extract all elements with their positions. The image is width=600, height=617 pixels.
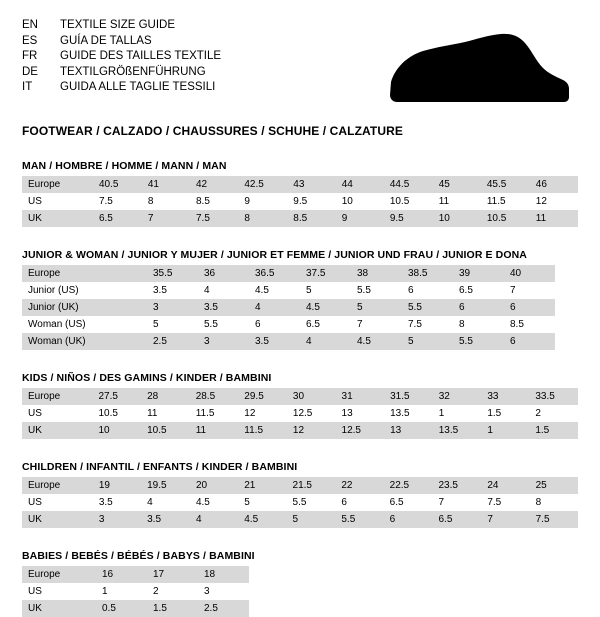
cell: 11 <box>190 422 239 439</box>
cell: 10.5 <box>481 210 530 227</box>
cell: 4 <box>141 494 190 511</box>
cell: 3 <box>198 333 249 350</box>
cell: 10 <box>336 193 384 210</box>
cell: 28 <box>141 388 190 405</box>
table-row <box>22 210 578 227</box>
cell: 1 <box>96 583 147 600</box>
language-code: IT <box>22 81 33 94</box>
cell: 40 <box>504 265 555 282</box>
row-label: UK <box>22 600 96 617</box>
cell: 6.5 <box>384 494 433 511</box>
cell: 37.5 <box>300 265 351 282</box>
section-title: JUNIOR & WOMAN / JUNIOR Y MUJER / JUNIOR ET FEMME / JUNIOR UND FRAU / JUNIOR E DONA <box>22 249 527 261</box>
cell: 5.5 <box>287 494 336 511</box>
dress-shoe-icon <box>385 30 570 108</box>
cell: 7 <box>504 282 555 299</box>
cell: 5.5 <box>198 316 249 333</box>
cell: 36.5 <box>249 265 300 282</box>
cell: 13 <box>336 405 385 422</box>
cell: 43 <box>287 176 335 193</box>
cell: 11.5 <box>238 422 287 439</box>
cell: 28.5 <box>190 388 239 405</box>
cell: 5 <box>351 299 402 316</box>
cell: 33.5 <box>529 388 578 405</box>
cell: 5 <box>238 494 286 511</box>
cell: 3.5 <box>93 494 141 511</box>
cell: 7.5 <box>190 210 238 227</box>
cell: 23.5 <box>432 477 481 494</box>
cell: 5.5 <box>402 299 453 316</box>
cell: 10.5 <box>384 193 433 210</box>
cell: 38 <box>351 265 402 282</box>
table-row <box>22 477 578 494</box>
cell: 6 <box>249 316 300 333</box>
language-row <box>22 49 221 65</box>
section-man <box>22 160 578 227</box>
cell: 41 <box>142 176 190 193</box>
cell: 36 <box>198 265 249 282</box>
cell: 16 <box>96 566 147 583</box>
cell: 31 <box>336 388 385 405</box>
cell: 19 <box>93 477 141 494</box>
row-label: US <box>22 405 92 422</box>
cell: 4.5 <box>300 299 351 316</box>
cell: 27.5 <box>92 388 141 405</box>
cell: 8 <box>238 210 287 227</box>
section-title: KIDS / NIÑOS / DES GAMINS / KINDER / BAMBINI <box>22 372 272 384</box>
cell: 10 <box>92 422 141 439</box>
cell: 4 <box>190 511 238 528</box>
row-label: Woman (UK) <box>22 333 96 350</box>
cell: 6 <box>402 282 453 299</box>
cell: 19.5 <box>141 477 190 494</box>
cell: 10.5 <box>92 405 141 422</box>
cell: 7 <box>432 494 481 511</box>
row-label: Europe <box>22 176 93 193</box>
cell: 1 <box>433 405 482 422</box>
cell: 25 <box>530 477 578 494</box>
language-row <box>22 34 221 50</box>
cell: 6 <box>504 333 555 350</box>
cell: 4 <box>249 299 300 316</box>
cell: 5.5 <box>453 333 504 350</box>
cell: 3.5 <box>141 511 190 528</box>
row-label: US <box>22 494 93 511</box>
table-row <box>22 405 578 422</box>
size-table-junior-woman <box>22 265 555 350</box>
cell: 9 <box>336 210 384 227</box>
cell <box>96 299 147 316</box>
table-row <box>22 299 555 316</box>
cell: 6 <box>335 494 383 511</box>
cell: 17 <box>147 566 198 583</box>
cell: 7.5 <box>402 316 453 333</box>
cell: 1 <box>481 422 529 439</box>
cell: 1.5 <box>481 405 529 422</box>
cell: 31.5 <box>384 388 433 405</box>
cell: 3 <box>93 511 141 528</box>
cell: 8 <box>142 193 190 210</box>
cell: 11.5 <box>190 405 239 422</box>
cell: 38.5 <box>402 265 453 282</box>
cell: 12 <box>238 405 287 422</box>
cell: 33 <box>481 388 529 405</box>
section-title: CHILDREN / INFANTIL / ENFANTS / KINDER / BAMBINI <box>22 461 298 473</box>
size-table-kids <box>22 388 578 439</box>
language-row <box>22 80 221 96</box>
cell: 13 <box>384 422 433 439</box>
row-label: Junior (UK) <box>22 299 96 316</box>
cell: 4.5 <box>249 282 300 299</box>
cell: 5 <box>300 282 351 299</box>
cell: 6 <box>504 299 555 316</box>
cell: 44.5 <box>384 176 433 193</box>
cell: 18 <box>198 566 249 583</box>
cell: 7.5 <box>530 511 578 528</box>
section-babies <box>22 550 578 617</box>
cell: 8.5 <box>190 193 238 210</box>
cell: 3.5 <box>249 333 300 350</box>
row-label: Europe <box>22 388 92 405</box>
size-table-babies <box>22 566 249 617</box>
cell: 29.5 <box>238 388 287 405</box>
row-label: Europe <box>22 477 93 494</box>
cell: 0.5 <box>96 600 147 617</box>
cell: 22.5 <box>384 477 433 494</box>
cell: 42.5 <box>238 176 287 193</box>
section-junior-woman <box>22 249 578 350</box>
cell: 8.5 <box>287 210 335 227</box>
language-title: GUIDA ALLE TAGLIE TESSILI <box>60 81 216 94</box>
cell: 3 <box>147 299 198 316</box>
cell: 1.5 <box>529 422 578 439</box>
row-label: Woman (US) <box>22 316 96 333</box>
cell: 24 <box>481 477 529 494</box>
language-titles <box>22 18 221 96</box>
cell: 22 <box>335 477 383 494</box>
size-table-man <box>22 176 578 227</box>
cell: 12.5 <box>287 405 336 422</box>
document-header <box>22 18 578 108</box>
table-row <box>22 600 249 617</box>
cell: 44 <box>336 176 384 193</box>
cell: 4 <box>198 282 249 299</box>
row-label: UK <box>22 511 93 528</box>
cell: 7 <box>142 210 190 227</box>
table-row <box>22 316 555 333</box>
cell: 3.5 <box>147 282 198 299</box>
cell <box>96 333 147 350</box>
language-title: GUÍA DE TALLAS <box>60 34 152 47</box>
cell: 42 <box>190 176 238 193</box>
cell: 12.5 <box>336 422 385 439</box>
language-code: DE <box>22 65 38 78</box>
table-row <box>22 333 555 350</box>
cell: 12 <box>530 193 578 210</box>
cell: 5 <box>402 333 453 350</box>
cell: 7.5 <box>93 193 142 210</box>
table-row <box>22 265 555 282</box>
cell: 32 <box>433 388 482 405</box>
row-label: Europe <box>22 566 96 583</box>
cell: 8 <box>530 494 578 511</box>
language-row <box>22 18 221 34</box>
language-title: GUIDE DES TAILLES TEXTILE <box>60 50 222 63</box>
table-row <box>22 176 578 193</box>
cell: 6.5 <box>453 282 504 299</box>
cell: 1.5 <box>147 600 198 617</box>
row-label: Europe <box>22 265 96 282</box>
cell: 4 <box>300 333 351 350</box>
row-label: US <box>22 583 96 600</box>
cell: 21 <box>238 477 286 494</box>
table-row <box>22 422 578 439</box>
language-row <box>22 65 221 81</box>
language-code: FR <box>22 50 38 63</box>
cell: 11 <box>141 405 190 422</box>
table-row <box>22 494 578 511</box>
cell: 20 <box>190 477 238 494</box>
cell: 10.5 <box>141 422 190 439</box>
row-label: UK <box>22 422 92 439</box>
cell: 6.5 <box>300 316 351 333</box>
cell: 30 <box>287 388 336 405</box>
cell: 11 <box>433 193 481 210</box>
cell: 45.5 <box>481 176 530 193</box>
cell: 11.5 <box>481 193 530 210</box>
cell: 6.5 <box>93 210 142 227</box>
row-label: US <box>22 193 93 210</box>
section-kids <box>22 372 578 439</box>
cell: 7 <box>481 511 529 528</box>
cell: 9 <box>238 193 287 210</box>
cell: 2 <box>529 405 578 422</box>
table-row <box>22 282 555 299</box>
cell: 6 <box>384 511 433 528</box>
cell: 3.5 <box>198 299 249 316</box>
cell <box>96 265 147 282</box>
cell: 5.5 <box>335 511 383 528</box>
cell: 2.5 <box>198 600 249 617</box>
cell: 5.5 <box>351 282 402 299</box>
cell: 8 <box>453 316 504 333</box>
cell: 45 <box>433 176 481 193</box>
language-code: ES <box>22 34 38 47</box>
cell: 6.5 <box>432 511 481 528</box>
cell: 40.5 <box>93 176 142 193</box>
cell <box>96 316 147 333</box>
cell: 4.5 <box>351 333 402 350</box>
cell: 21.5 <box>287 477 336 494</box>
language-code: EN <box>22 19 38 31</box>
table-row <box>22 566 249 583</box>
cell <box>96 282 147 299</box>
cell: 13.5 <box>384 405 433 422</box>
footwear-heading: FOOTWEAR / CALZADO / CHAUSSURES / SCHUHE / CALZATURE <box>22 124 403 138</box>
cell: 12 <box>287 422 336 439</box>
cell: 46 <box>530 176 578 193</box>
cell: 2.5 <box>147 333 198 350</box>
cell: 3 <box>198 583 249 600</box>
cell: 9.5 <box>384 210 433 227</box>
table-row <box>22 388 578 405</box>
cell: 2 <box>147 583 198 600</box>
cell: 35.5 <box>147 265 198 282</box>
language-title: TEXTILGRÖßENFÜHRUNG <box>60 65 206 78</box>
cell: 7 <box>351 316 402 333</box>
language-title: TEXTILE SIZE GUIDE <box>60 19 176 31</box>
cell: 5 <box>287 511 336 528</box>
cell: 13.5 <box>433 422 482 439</box>
table-row <box>22 511 578 528</box>
cell: 7.5 <box>481 494 529 511</box>
cell: 6 <box>453 299 504 316</box>
cell: 11 <box>530 210 578 227</box>
cell: 5 <box>147 316 198 333</box>
section-title: BABIES / BEBÉS / BÉBÉS / BABYS / BAMBINI <box>22 550 255 562</box>
table-row <box>22 193 578 210</box>
cell: 8.5 <box>504 316 555 333</box>
size-table-children <box>22 477 578 528</box>
table-row <box>22 583 249 600</box>
row-label: Junior (US) <box>22 282 96 299</box>
cell: 4.5 <box>190 494 238 511</box>
cell: 9.5 <box>287 193 335 210</box>
cell: 10 <box>433 210 481 227</box>
section-title: MAN / HOMBRE / HOMME / MANN / MAN <box>22 160 227 172</box>
section-children <box>22 461 578 528</box>
cell: 4.5 <box>238 511 286 528</box>
row-label: UK <box>22 210 93 227</box>
cell: 39 <box>453 265 504 282</box>
